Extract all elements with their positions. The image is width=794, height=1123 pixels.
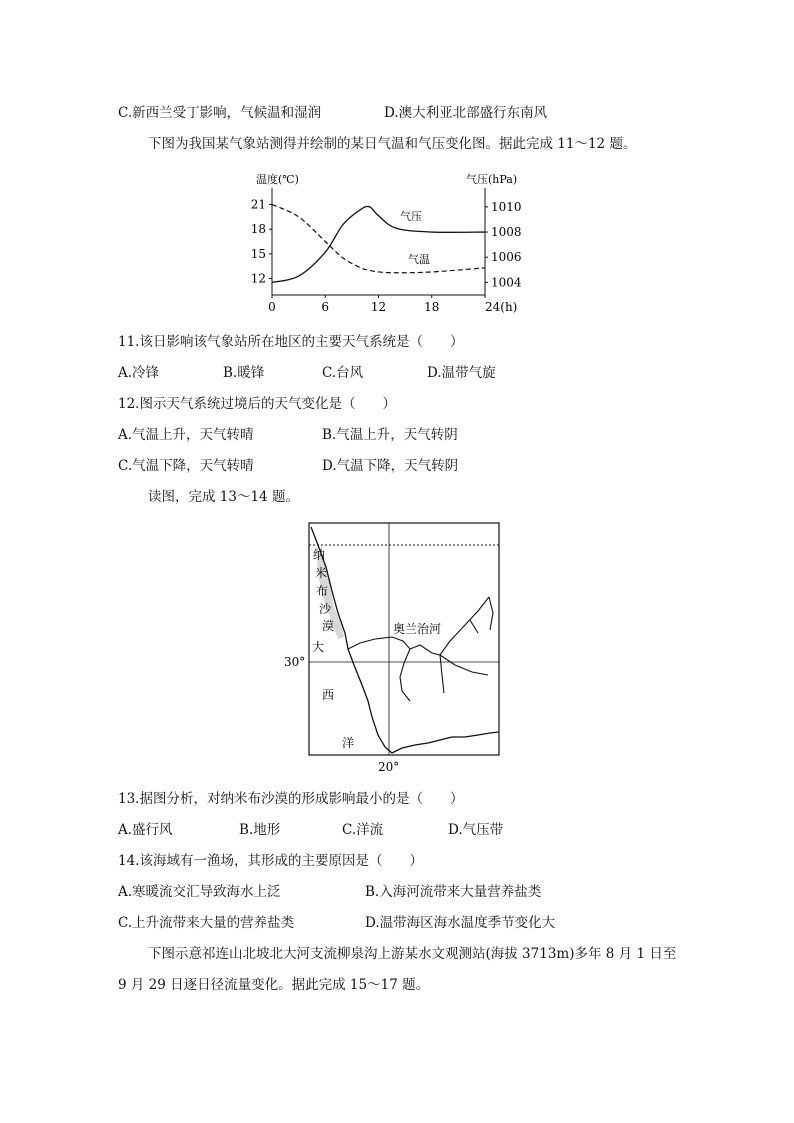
left-tick-label: 21 (250, 197, 266, 212)
intro-15-17-line-2: 9 月 29 日逐日径流量变化。据此完成 15～17 题。 (118, 977, 430, 993)
q13-option-c: C.洋流 (342, 822, 384, 838)
river-tributary-3 (400, 649, 410, 701)
q14-option-b: B.入海河流带来大量营养盐类 (365, 884, 542, 900)
q12-option-b: B.气温上升，天气转阴 (322, 427, 458, 443)
ocean-label-1: 大 (312, 640, 325, 654)
right-tick-label: 1010 (491, 199, 522, 214)
intro-13-14: 读图，完成 13～14 题。 (148, 489, 299, 505)
question-13: 13.据图分析，对纳米布沙漠的形成影响最小的是（ ） (118, 791, 464, 807)
river-tributary-4 (489, 597, 493, 630)
map-frame (309, 523, 499, 755)
q11-option-b: B.暖锋 (223, 365, 265, 381)
right-tick-label: 1006 (491, 250, 522, 265)
q13-option-b: B.地形 (239, 822, 281, 838)
option-d-prev: D.澳大利亚北部盛行东南风 (384, 105, 548, 121)
river-label: 奥兰治河 (393, 622, 442, 636)
intro-15-17-line-1: 下图示意祁连山北坡北大河支流柳泉沟上游某水文观测站(海拔 3713m)多年 8 月 1 日至 (148, 946, 677, 962)
temperature-pressure-chart (0, 160, 794, 330)
left-tick-label: 18 (250, 222, 266, 237)
left-axis-title: 温度(℃) (256, 173, 299, 186)
ocean-label-2: 西 (322, 688, 335, 702)
desert-label-1: 纳 (313, 548, 326, 562)
q14-option-c: C.上升流带来大量的营养盐类 (118, 915, 295, 931)
desert-label-2: 米 (315, 566, 328, 580)
desert-label-5: 漠 (322, 619, 335, 633)
x-tick-label: 0 (268, 300, 276, 314)
river-tributary-2 (440, 655, 488, 675)
q13-option-a: A.盛行风 (118, 822, 173, 838)
pressure-series-label: 气压 (400, 210, 422, 223)
question-11: 11.该日影响该气象站所在地区的主要天气系统是（ ） (118, 334, 464, 350)
river-tributary-1 (440, 655, 444, 693)
question-12: 12.图示天气系统过境后的天气变化是（ ） (118, 396, 396, 412)
left-tick-label: 15 (250, 246, 266, 261)
q11-option-a: A.冷锋 (118, 365, 160, 381)
q13-option-d: D.气压带 (448, 822, 504, 838)
q14-option-d: D.温带海区海水温度季节变化大 (365, 915, 556, 931)
q12-option-c: C.气温下降，天气转晴 (118, 458, 254, 474)
temperature-series-label: 气温 (408, 253, 430, 266)
namib-map (0, 515, 794, 775)
latitude-30-label: 30° (284, 655, 306, 669)
q11-option-d: D.温带气旋 (427, 365, 496, 381)
ocean-label-3: 洋 (342, 736, 355, 750)
coastline (311, 527, 499, 753)
right-tick-label: 1004 (491, 275, 522, 290)
question-14: 14.该海域有一渔场，其形成的主要原因是（ ） (118, 853, 423, 869)
left-tick-label: 12 (250, 271, 266, 286)
option-c-prev: C.新西兰受丁影响，气候温和湿润 (118, 105, 322, 121)
x-tick-label: 18 (424, 300, 440, 314)
river-tributary-5 (470, 620, 478, 633)
temperature-series-line (272, 204, 485, 272)
q12-option-d: D.气温下降，天气转阴 (322, 458, 459, 474)
right-tick-label: 1008 (491, 225, 522, 240)
longitude-20-label: 20° (378, 760, 400, 774)
x-tick-label: 24(h) (485, 300, 518, 314)
x-tick-label: 12 (370, 300, 387, 314)
desert-label-4: 沙 (319, 602, 332, 616)
x-tick-label: 6 (321, 300, 330, 314)
intro-11-12: 下图为我国某气象站测得并绘制的某日气温和气压变化图。据此完成 11～12 题。 (148, 136, 637, 152)
q12-option-a: A.气温上升，天气转晴 (118, 427, 254, 443)
desert-label-3: 布 (316, 584, 329, 598)
q11-option-c: C.台风 (322, 365, 364, 381)
q14-option-a: A.寒暖流交汇导致海水上泛 (118, 884, 281, 900)
right-axis-title: 气压(hPa) (466, 173, 518, 186)
